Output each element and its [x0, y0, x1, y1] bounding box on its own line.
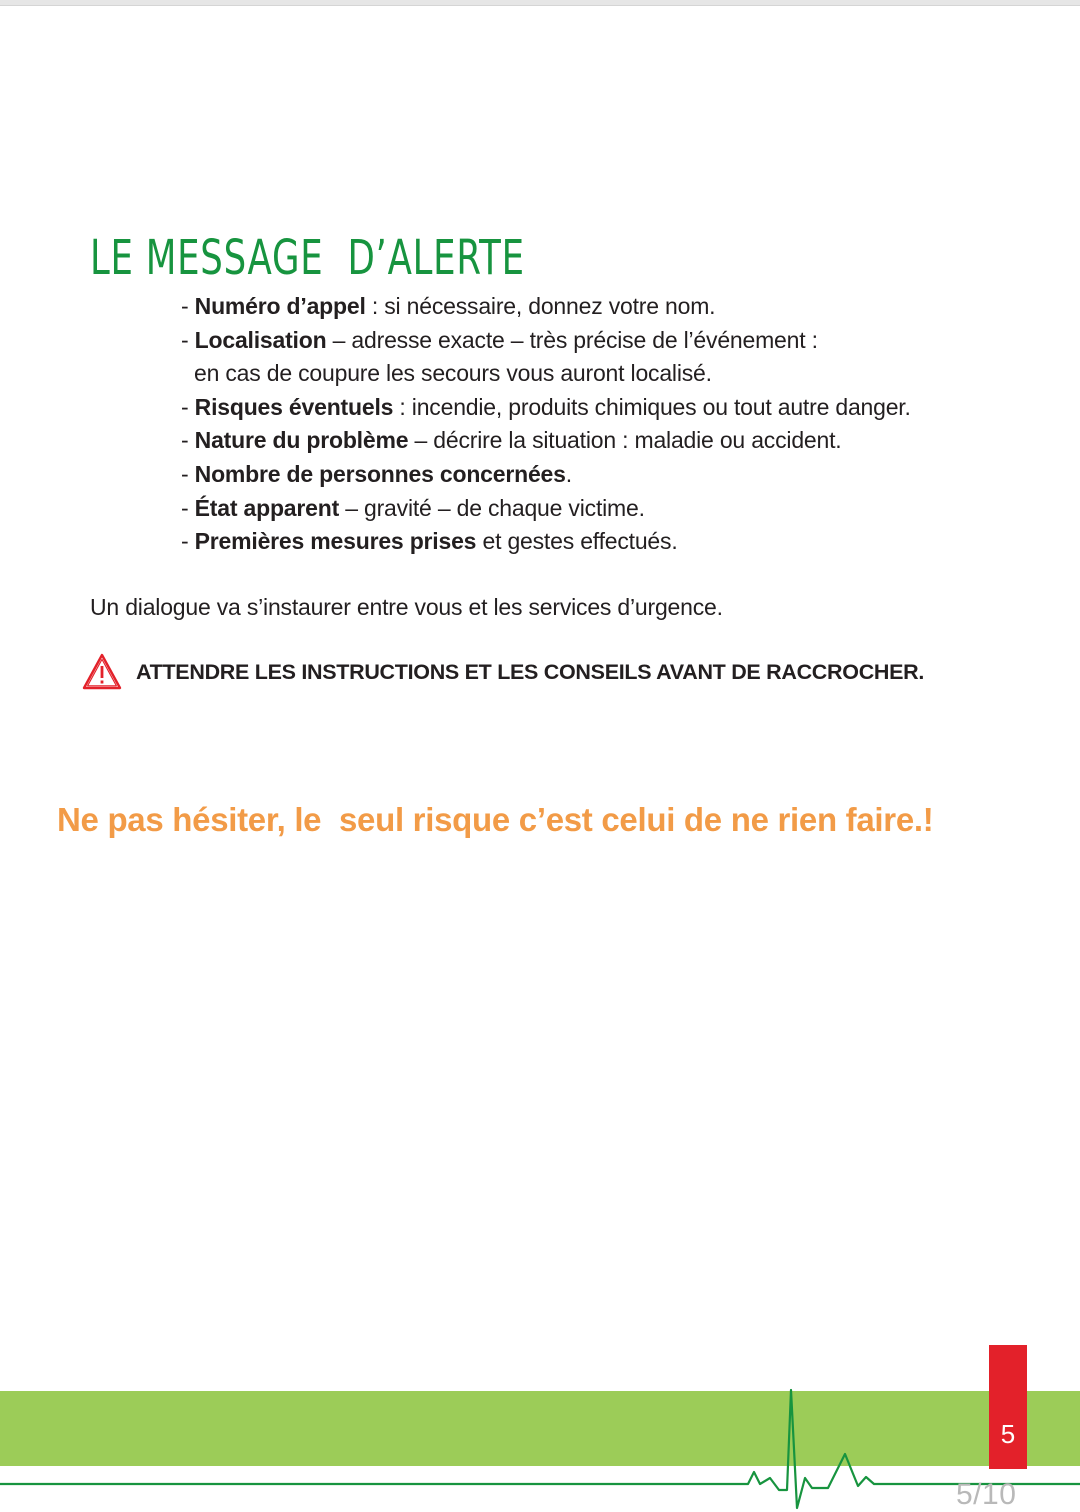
heartbeat-line-icon — [0, 1380, 1080, 1512]
warning-text: ATTENDRE LES INSTRUCTIONS ET LES CONSEILS AVANT DE RACCROCHER. — [136, 659, 925, 684]
warning-triangle-icon — [82, 653, 122, 691]
list-item-term: Premières mesures prises — [194, 528, 477, 555]
list-item-term: Numéro d’appel — [194, 293, 366, 319]
list-dash: - — [181, 494, 195, 521]
list-item-description: – adresse exacte – très précise de l’événement : — [326, 326, 818, 353]
list-dash: - — [181, 460, 195, 487]
list-item — [181, 324, 911, 391]
list-item — [181, 424, 911, 458]
list-item — [181, 391, 911, 425]
list-item-term: État apparent — [194, 494, 340, 521]
list-item — [181, 458, 911, 492]
list-item — [181, 492, 911, 526]
list-item-description: . — [565, 460, 572, 487]
list-dash: - — [181, 427, 195, 454]
list-item-description: : si nécessaire, donnez votre nom. — [365, 293, 716, 319]
list-dash: - — [181, 326, 195, 353]
slogan: Ne pas hésiter, le seul risque c’est celui de ne rien faire.! — [57, 801, 934, 838]
list-item-description: – gravité – de chaque victime. — [339, 494, 645, 521]
warning-notice — [82, 650, 924, 694]
list-item-description: et gestes effectués. — [476, 528, 678, 555]
list-item-term: Localisation — [194, 326, 327, 353]
page-number-tab — [989, 1345, 1027, 1469]
dialogue-paragraph: Un dialogue va s’instaurer entre vous et les services d’urgence. — [90, 594, 723, 620]
list-item-description: – décrire la situation : maladie ou accident. — [408, 427, 842, 454]
page-title: LE MESSAGE D’ALERTE — [90, 230, 525, 287]
list-dash: - — [181, 528, 195, 555]
list-item-description: : incendie, produits chimiques ou tout autre danger. — [393, 393, 911, 420]
viewer-top-edge — [0, 0, 1080, 6]
list-dash: - — [181, 393, 195, 420]
page-number: 5 — [1000, 1419, 1016, 1449]
list-item-term: Risques éventuels — [194, 393, 394, 420]
list-item-term: Nombre de personnes concernées — [194, 460, 566, 487]
viewer-page-counter: 5/10 — [956, 1478, 1017, 1511]
list-item — [181, 525, 911, 559]
list-item-continuation: en cas de coupure les secours vous auront localisé. — [194, 360, 712, 387]
list-item — [181, 290, 911, 324]
list-item-term: Nature du problème — [194, 427, 409, 454]
alert-message-list — [181, 290, 911, 559]
list-dash: - — [181, 293, 195, 319]
